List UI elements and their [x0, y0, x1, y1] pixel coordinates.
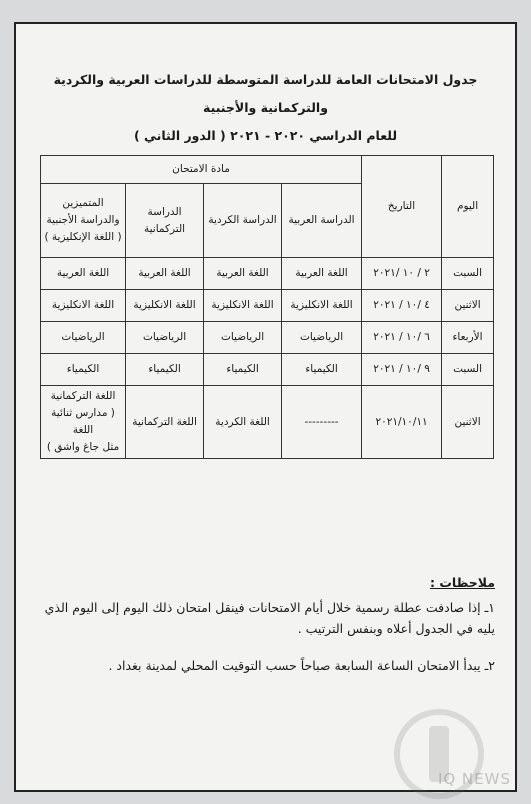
exam-schedule-document: [14, 22, 517, 792]
table-row: [41, 322, 494, 354]
cell-turkmen: اللغة التركمانية: [126, 386, 204, 459]
header-foreign-line-2: والدراسة الأجنبية: [46, 214, 120, 226]
header-arabic-study: الدراسة العربية: [282, 184, 362, 258]
cell-date: ٤ /١٠ / ٢٠٢١: [362, 290, 442, 322]
cell-turkmen: اللغة الانكليزية: [126, 290, 204, 322]
cell-day: الاثنين: [442, 290, 494, 322]
cell-foreign: الكيمياء: [41, 354, 126, 386]
note-item-1: ١ـ إذا صادفت عطلة رسمية خلال أيام الامتحانات فينقل امتحان ذلك اليوم إلى اليوم الذي يليه في الجدول أعلاه وبنفس الترتيب .: [44, 600, 495, 636]
cell-date: ٩ /١٠ / ٢٠٢١: [362, 354, 442, 386]
iq-news-logo-icon: [389, 704, 489, 804]
document-title: [36, 66, 495, 150]
header-foreign-study: [41, 184, 126, 258]
cell-arabic: ---------: [282, 386, 362, 459]
cell-day: الأربعاء: [442, 322, 494, 354]
cell-day: السبت: [442, 258, 494, 290]
header-day: اليوم: [442, 156, 494, 258]
table-row: [41, 386, 494, 459]
header-turkmen-study: الدراسة التركمانية: [126, 184, 204, 258]
cell-foreign: [41, 386, 126, 459]
cell-day: الاثنين: [442, 386, 494, 459]
cell-day: السبت: [442, 354, 494, 386]
table-row: [41, 290, 494, 322]
header-foreign-line-3: ( اللغة الإنكليزية ): [44, 231, 122, 243]
table-row: [41, 258, 494, 290]
table-row: [41, 354, 494, 386]
exam-schedule-table: [40, 155, 494, 459]
cell-foreign-line-2: ( مدارس ثنائية اللغة: [51, 407, 115, 436]
cell-arabic: اللغة الانكليزية: [282, 290, 362, 322]
cell-turkmen: الكيمياء: [126, 354, 204, 386]
notes-heading: ملاحظات :: [429, 575, 495, 590]
cell-arabic: الكيمياء: [282, 354, 362, 386]
header-foreign-line-1: المتميزين: [62, 197, 104, 209]
cell-turkmen: اللغة العربية: [126, 258, 204, 290]
cell-date: ٢٠٢١/١٠/١١: [362, 386, 442, 459]
header-kurdish-study: الدراسة الكردية: [204, 184, 282, 258]
cell-kurdish: اللغة الكردية: [204, 386, 282, 459]
cell-date: ٢ / ١٠ /٢٠٢١: [362, 258, 442, 290]
cell-arabic: الرياضيات: [282, 322, 362, 354]
cell-foreign: اللغة الانكليزية: [41, 290, 126, 322]
cell-kurdish: الرياضيات: [204, 322, 282, 354]
notes-section: [32, 572, 495, 692]
cell-foreign: اللغة العربية: [41, 258, 126, 290]
cell-turkmen: الرياضيات: [126, 322, 204, 354]
cell-kurdish: اللغة العربية: [204, 258, 282, 290]
header-subject-group: مادة الامتحان: [41, 156, 362, 184]
title-line-1: جدول الامتحانات العامة للدراسة المتوسطة للدراسات العربية والكردية والتركمانية والأجنبية: [53, 72, 478, 115]
cell-kurdish: الكيمياء: [204, 354, 282, 386]
cell-foreign-line-1: اللغة التركمانية: [50, 390, 116, 402]
title-line-2: للعام الدراسي ٢٠٢٠ - ٢٠٢١ ( الدور الثاني ): [133, 128, 398, 143]
cell-arabic: اللغة العربية: [282, 258, 362, 290]
note-item-2: ٢ـ يبدأ الامتحان الساعة السابعة صباحاً حسب التوقيت المحلي لمدينة بغداد .: [108, 658, 495, 673]
cell-foreign-line-3: مثل جاغ واشق ): [46, 441, 120, 453]
cell-kurdish: اللغة الانكليزية: [204, 290, 282, 322]
watermark-text: IQ NEWS: [437, 770, 511, 788]
header-date: التاريخ: [362, 156, 442, 258]
cell-foreign: الرياضيات: [41, 322, 126, 354]
cell-date: ٦ /١٠ / ٢٠٢١: [362, 322, 442, 354]
